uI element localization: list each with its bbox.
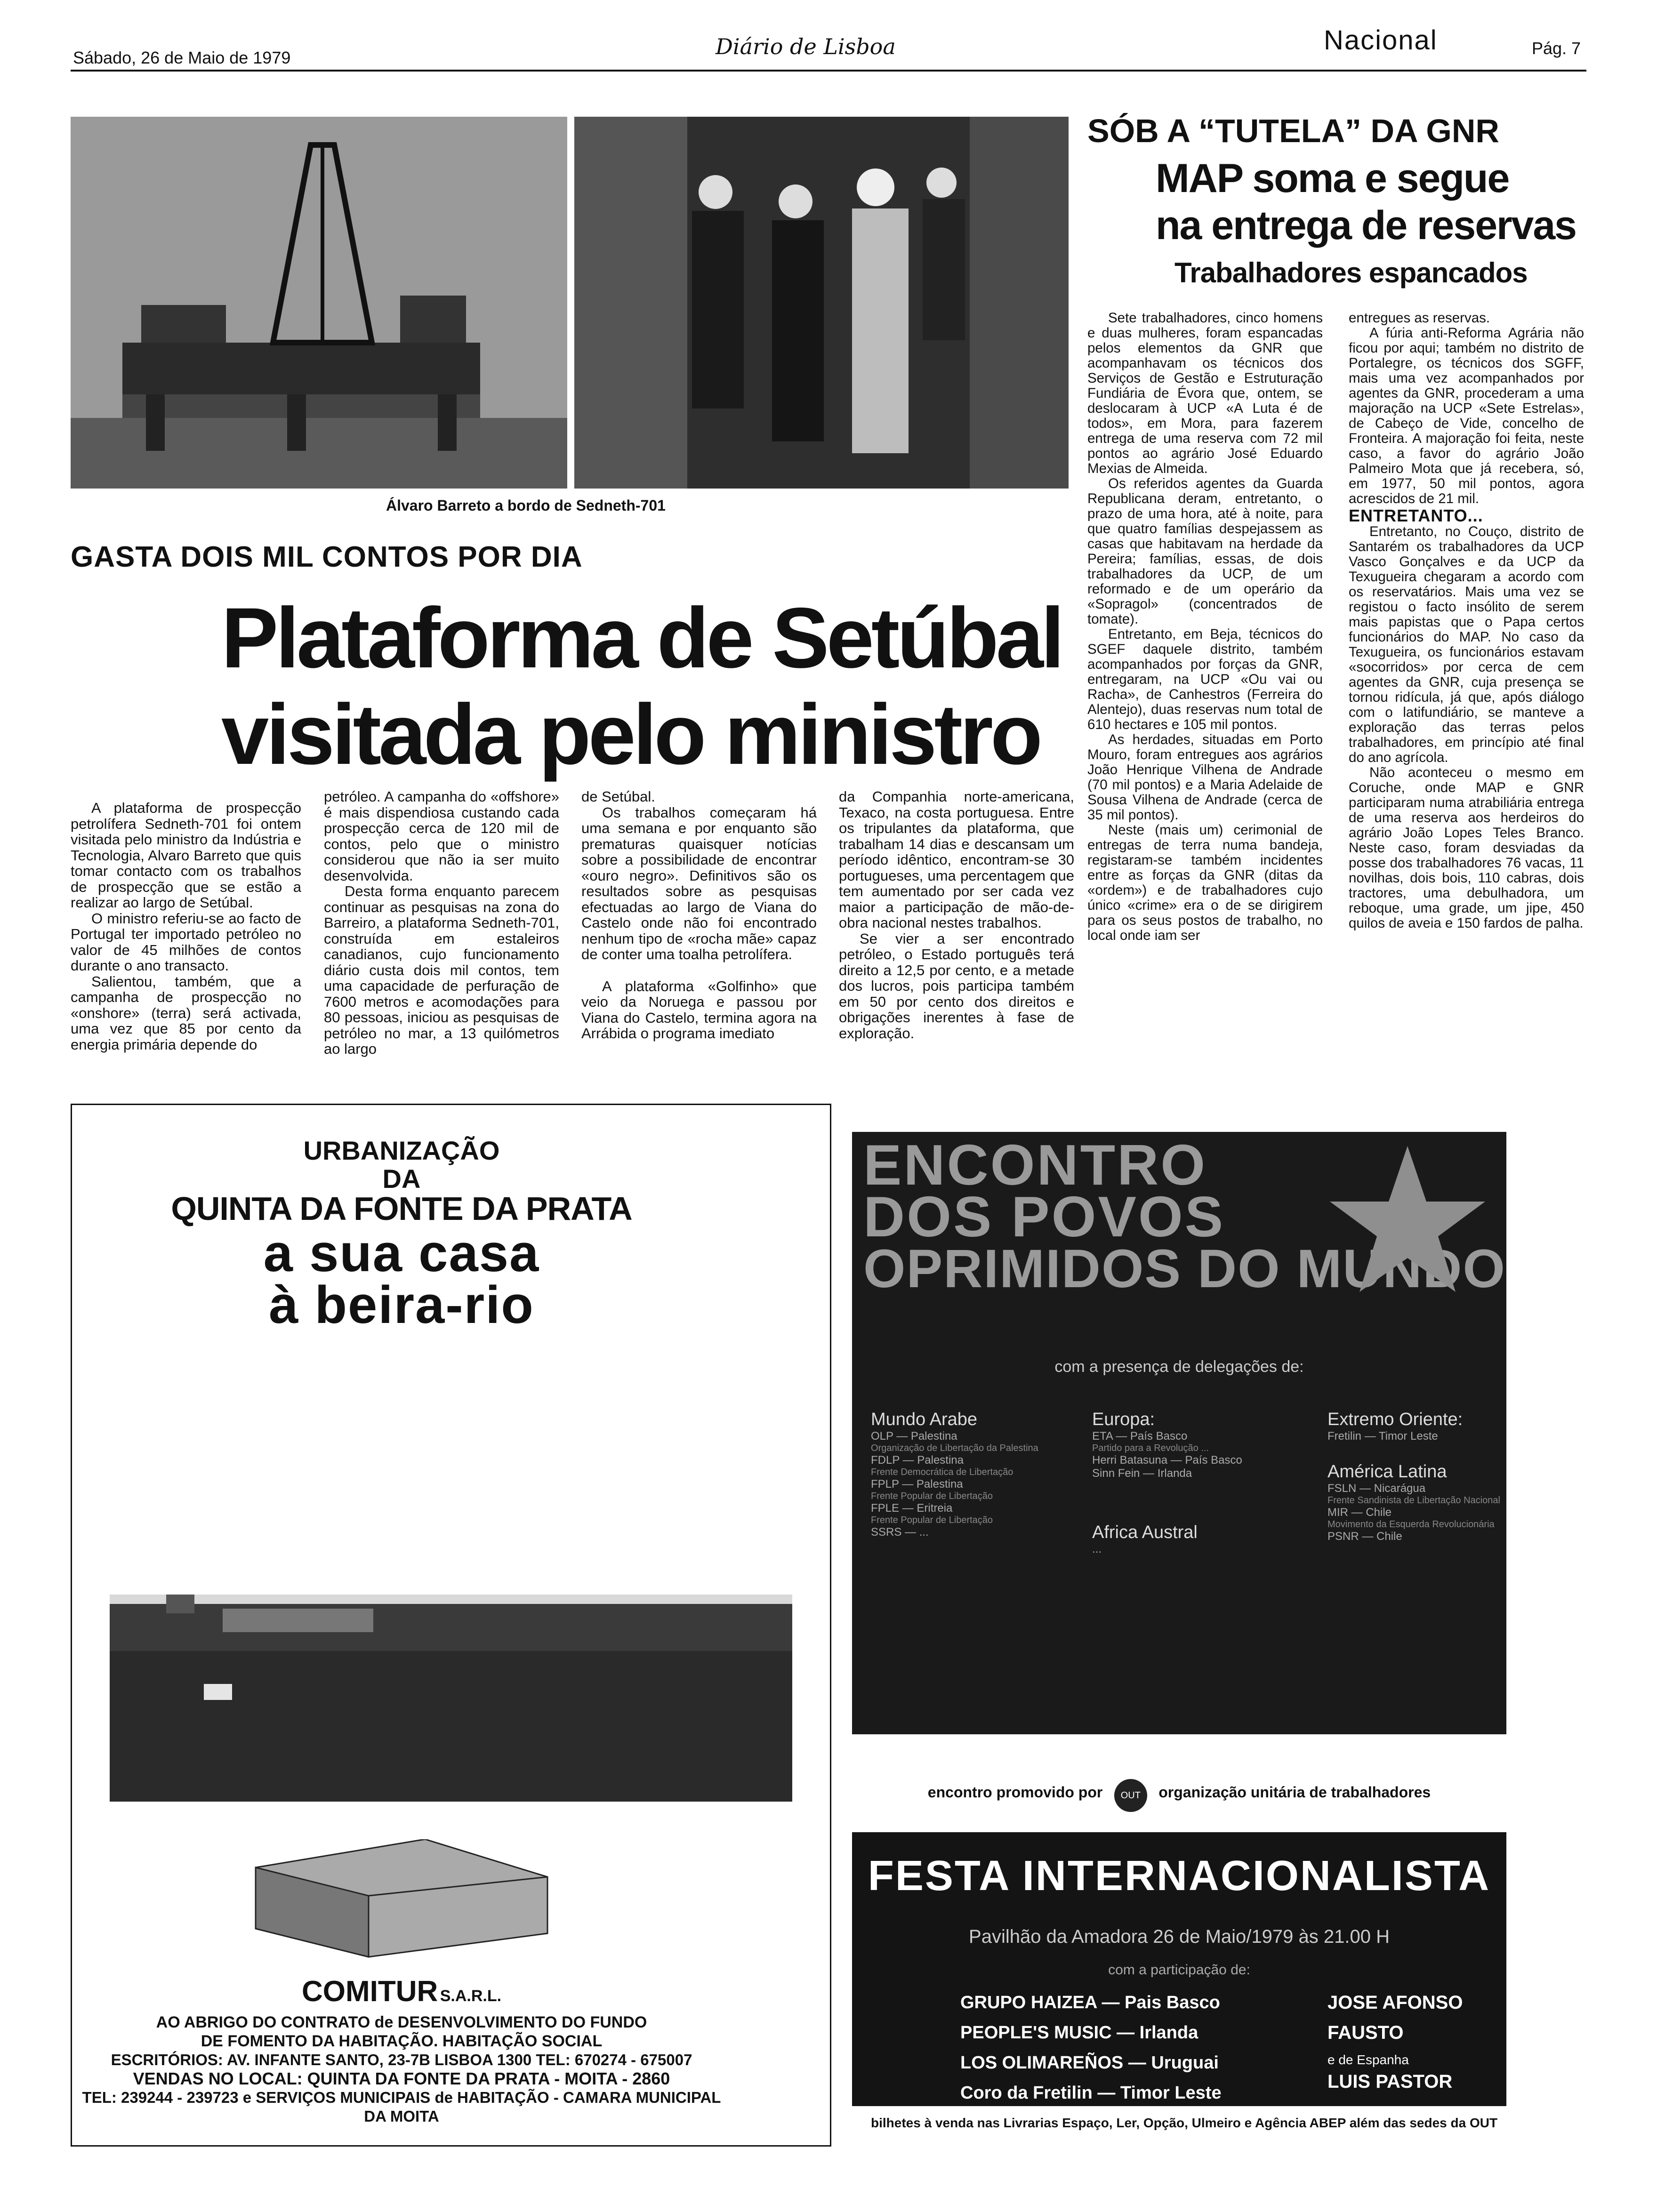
main-title-line1: Plataforma de Setúbal bbox=[221, 590, 1062, 686]
main-column-2 bbox=[324, 789, 559, 1057]
festa-participation: com a participação de: bbox=[1108, 1962, 1250, 1978]
group-item: Movimento da Esquerda Revolucionária bbox=[1327, 1519, 1495, 1530]
ad-line-da: DA bbox=[382, 1164, 421, 1194]
group-item: Frente Sandinista de Libertação Nacional bbox=[1327, 1495, 1500, 1506]
ad-line-urbanizacao: URBANIZAÇÃO bbox=[303, 1136, 500, 1165]
ad-info-4: VENDAS NO LOCAL: QUINTA DA FONTE DA PRATA - MOITA - 2860 bbox=[133, 2069, 670, 2088]
main-column-1 bbox=[71, 800, 301, 1052]
paragraph: A plataforma «Golfinho» que veio da Noruega e passou por Viana do Castelo, termina agora na Arrábida o programa imediato bbox=[581, 978, 817, 1042]
artist: JOSE AFONSO bbox=[1327, 1992, 1463, 2013]
gnr-column-1 bbox=[1087, 311, 1323, 943]
paragraph: A plataforma de prospecção petrolífera Sedneth-701 foi ontem visitada pelo ministro da Indústria e Tecnologia, Alvaro Barreto que quis tomar contacto com os trabalhos de prospecção que se estão a realizar ao largo de Setúbal. bbox=[71, 800, 301, 911]
paragraph: da Companhia norte-americana, Texaco, na costa portuguesa. Entre os tripulantes da plataforma, que trabalham 14 dias e descansam um período idêntico, encontram-se 30 portugueses, uma percentagem que tem aumentado por ser cada vez maior a participação de mão-de-obra nacional nestes trabalhos. bbox=[839, 788, 1074, 931]
ad-info-3: ESCRITÓRIOS: AV. INFANTE SANTO, 23-7B LISBOA 1300 TEL: 670274 - 675007 bbox=[111, 2051, 692, 2068]
gnr-column-2 bbox=[1349, 311, 1584, 931]
group-item: Fretilin — Timor Leste bbox=[1327, 1430, 1438, 1443]
festa-box bbox=[852, 1832, 1506, 2106]
group-europa bbox=[1092, 1410, 1280, 1556]
main-kicker: GASTA DOIS MIL CONTOS POR DIA bbox=[71, 541, 583, 573]
page-number: Pág. 7 bbox=[1532, 39, 1581, 58]
out-logo-text: OUT bbox=[1120, 1790, 1141, 1801]
artist: FAUSTO bbox=[1327, 2022, 1404, 2043]
section-heading: ENTRETANTO... bbox=[1349, 506, 1483, 525]
artist-note: e de Espanha bbox=[1327, 2052, 1409, 2067]
group-item: FSLN — Nicarágua bbox=[1327, 1482, 1426, 1495]
paragraph: Desta forma enquanto parecem continuar as pesquisas na zona do Barreiro, a plataforma Sedneth-701, construída em estaleiros canadianos, cujo funcionamento diário custa dois mil contos, tem uma capacidade de perfuração de 7600 metros e acomodações para 80 pessoas, iniciou as pesquisas de petróleo no mar, a 13 quilómetros ao largo bbox=[324, 883, 559, 1057]
main-title-line2: visitada pelo ministro bbox=[221, 686, 1040, 782]
group-item: Partido para a Revolução ... bbox=[1092, 1443, 1209, 1453]
oil-platform-illustration bbox=[71, 117, 567, 489]
ad-line-quinta: QUINTA DA FONTE DA PRATA bbox=[171, 1190, 632, 1227]
group-name: Africa Austral bbox=[1092, 1523, 1198, 1542]
comitur-ad bbox=[71, 1104, 831, 2147]
group-item: FPLE — Eritreia bbox=[871, 1502, 953, 1515]
paragraph: entregues as reservas. bbox=[1349, 310, 1490, 326]
festa-venue: Pavilhão da Amadora 26 de Maio/1979 às 21.00 H bbox=[969, 1926, 1390, 1947]
group-item: Frente Popular de Libertação bbox=[871, 1515, 993, 1525]
ad-info-1: AO ABRIGO DO CONTRATO de DESENVOLVIMENTO DO FUNDO bbox=[156, 2013, 647, 2031]
ad-slogan-1: a sua casa bbox=[263, 1224, 540, 1282]
ad-company bbox=[72, 1975, 731, 2008]
paragraph: de Setúbal. bbox=[581, 788, 655, 805]
paragraph: O ministro referiu-se ao facto de Portugal ter importado petróleo no valor de 45 milhões de contos durante o ano transacto. bbox=[71, 910, 301, 974]
artist: Coro da Fretilin — Timor Leste bbox=[960, 2083, 1222, 2103]
minister-visit-photo bbox=[574, 117, 1069, 489]
festa-title: FESTA INTERNACIONALISTA bbox=[868, 1852, 1491, 1899]
group-item: SSRS — ... bbox=[871, 1526, 929, 1539]
riverside-town-photo bbox=[110, 1595, 792, 1802]
paragraph: Os trabalhos começaram há uma semana e por enquanto são prematuras quaisquer notícias sobre a possibilidade de encontrar «ouro negro». Definitivos são os resultados sobre as pesquisas efectuadas ao largo de Viana do Castelo onde não foi encontrado nenhum tipo de «rocha mãe» capaz de conter uma toalha petrolífera. bbox=[581, 804, 817, 962]
section-name: Nacional bbox=[1324, 25, 1438, 56]
group-item: ... bbox=[1092, 1543, 1102, 1555]
gnr-title-line1: MAP soma e segue bbox=[1156, 156, 1509, 201]
group-item: Frente Popular de Libertação bbox=[871, 1491, 993, 1501]
group-item: Sinn Fein — Irlanda bbox=[1092, 1467, 1192, 1480]
group-item: PSNR — Chile bbox=[1327, 1530, 1402, 1543]
group-name: Europa: bbox=[1092, 1410, 1155, 1429]
paragraph: Não aconteceu o mesmo em Coruche, onde MAP e GNR participaram numa atrabiliária entrega de uma reserva aos herdeiros do agrário João Lopes Teles Branco. Neste caso, foram desviadas da posse dos trabalhadores 76 vacas, 11 novilhas, dois bois, 110 cabras, dois tractores, uma debulhadora, um reboque, uma grade, um jipe, 450 quilos de aveia e 150 fardos de palha. bbox=[1349, 765, 1584, 931]
paragraph: petróleo. A campanha do «offshore» é mais dispendiosa custando cada prospecção cerca de 120 mil de contos, pelo que o ministro considerou que não ia ser muito desenvolvida. bbox=[324, 788, 559, 884]
gnr-title-line2: na entrega de reservas bbox=[1156, 203, 1576, 248]
group-item: Frente Democrática de Libertação bbox=[871, 1467, 1014, 1477]
artist: PEOPLE'S MUSIC — Irlanda bbox=[960, 2023, 1199, 2043]
encontro-ad bbox=[852, 1104, 1586, 2144]
company-name: COMITUR bbox=[301, 1975, 438, 2008]
page-date: Sábado, 26 de Maio de 1979 bbox=[73, 48, 291, 67]
ad-info-5: TEL: 239244 - 239723 e SERVIÇOS MUNICIPAIS de HABITAÇÃO - CAMARA MUNICIPAL bbox=[82, 2089, 721, 2106]
photo-caption: Álvaro Barreto a bordo de Sedneth-701 bbox=[386, 497, 666, 514]
encontro-title-1: ENCONTRO bbox=[863, 1133, 1207, 1197]
artist: LOS OLIMAREÑOS — Uruguai bbox=[960, 2053, 1219, 2073]
artist: LUIS PASTOR bbox=[1327, 2071, 1453, 2092]
presence-text: com a presença de delegações de: bbox=[1054, 1358, 1304, 1376]
star-icon bbox=[1327, 1146, 1488, 1297]
main-column-3 bbox=[581, 789, 817, 1042]
ad-info-6: DA MOITA bbox=[364, 2108, 439, 2125]
gnr-subtitle: Trabalhadores espancados bbox=[1174, 257, 1528, 289]
group-mundo-arabe bbox=[871, 1410, 1087, 1539]
paragraph: Entretanto, em Beja, técnicos do SGEF daquele distrito, também acompanhados por forças da GNR, entregaram, na UCP «Ou vai ou Racha», de Canhestros (Ferreira do Alentejo), duas reservas num total de 610 hectares e 105 mil pontos. bbox=[1087, 626, 1323, 732]
encontro-banner bbox=[852, 1132, 1506, 1734]
group-item: OLP — Palestina bbox=[871, 1430, 957, 1443]
masthead: Diário de Lisboa bbox=[716, 34, 896, 59]
out-logo bbox=[1114, 1779, 1147, 1812]
ad-slogan-2: à beira-rio bbox=[269, 1275, 534, 1334]
oil-platform-photo bbox=[71, 117, 567, 489]
encontro-title-3: OPRIMIDOS DO MUNDO bbox=[863, 1239, 1506, 1299]
group-item: FPLP — Palestina bbox=[871, 1478, 963, 1491]
group-name: Extremo Oriente: bbox=[1327, 1410, 1463, 1429]
paragraph: Entretanto, no Couço, distrito de Santarém os trabalhadores da UCP Vasco Gonçalves e da UCP da Texugueira chegaram a acordo com os reservatários. Mais uma vez se registou o facto insólito de serem mais papistas que o Papa certos funcionários do MAP. No caso da Texugueira, os funcionários estavam «socorridos» por cerca de cem agentes da GNR, cuja presença se tornou ridícula, já que, após diálogo com o latifundiário, se manteve a exploração das terras pelos trabalhadores, em princípio até final do ano agrícola. bbox=[1349, 524, 1584, 765]
workers-illustration bbox=[574, 117, 1069, 489]
main-column-4 bbox=[839, 789, 1074, 1041]
promoted-row bbox=[852, 1779, 1506, 1812]
paragraph: Sete trabalhadores, cinco homens e duas mulheres, foram espancadas pelos elementos da GNR que acompanhavam os técnicos dos Serviços de Gestão e Estruturação Fundiária de Évora que, ontem, se deslocaram à UCP «A Luta é de todos», em Mora, para fazerem entrega de uma reserva com 72 mil pontos ao agrário José Eduardo Mexias de Almeida. bbox=[1087, 310, 1323, 476]
paragraph: A fúria anti-Reforma Agrária não ficou por aqui; também no distrito de Portalegre, os técnicos dos SGFF, mais uma vez acompanhados por agentes da GNR, procederam a uma majoração na UCP «Sete Estrelas», de Cabeço de Vide, concelho de Fronteira. A majoração foi feita, neste caso, a favor do agrário João Palmeiro Mota que já recebera, só, em 1977, 50 mil pontos, agora acrescidos de 21 mil. bbox=[1349, 325, 1584, 506]
company-suffix: S.A.R.L. bbox=[440, 1987, 502, 2005]
group-name: Mundo Arabe bbox=[871, 1410, 978, 1429]
promoted-by: encontro promovido por bbox=[927, 1784, 1103, 1801]
gnr-kicker: SÓB A “TUTELA” DA GNR bbox=[1087, 112, 1499, 149]
paragraph: Neste (mais um) cerimonial de entregas de terra numa bandeja, registaram-se também incidentes entre as forças da GNR (ditas da «ordem») e de trabalhadores cujo único «crime» era o de se dirigirem para os seus postos de trabalho, no local onde iam ser bbox=[1087, 822, 1323, 943]
group-item: FDLP — Palestina bbox=[871, 1454, 964, 1467]
organizer: organização unitária de trabalhadores bbox=[1158, 1784, 1431, 1801]
building-drawing bbox=[227, 1839, 557, 1962]
paragraph: As herdades, situadas em Porto Mouro, foram entregues aos agrários João Henrique Vilhena de Andrade (70 mil pontos) e a Maria Adelaide de Sousa Vilhena de Andrade (cerca de 35 mil pontos). bbox=[1087, 732, 1323, 823]
paragraph: Se vier a ser encontrado petróleo, o Estado português terá direito a 12,5 por cento, e a metade dos lucros, pois participa também em 50 por cento dos direitos e obrigações inerentes à fase de exploração. bbox=[839, 930, 1074, 1042]
paragraph: Os referidos agentes da Guarda Republicana deram, entretanto, o prazo de uma hora, até à noite, para que quatro famílias despejassem as casas que habitavam na herdade da Pereira; famílias, essas, de dois trabalhadores da UCP, de um reformado e de um operário da «Sopragol» (concentrados de tomate). bbox=[1087, 476, 1323, 627]
header-rule bbox=[71, 70, 1586, 72]
group-name: América Latina bbox=[1327, 1462, 1447, 1482]
group-item: Organização de Libertação da Palestina bbox=[871, 1443, 1038, 1453]
tickets-line: bilhetes à venda nas Livrarias Espaço, Ler, Opção, Ulmeiro e Agência ABEP além das sedes da OUT bbox=[871, 2116, 1498, 2130]
artists-left bbox=[960, 1988, 1222, 2108]
group-item: Herri Batasuna — País Basco bbox=[1092, 1454, 1242, 1467]
paragraph: Salientou, também, que a campanha de prospecção no «onshore» (terra) será activada, uma vez que 85 por cento da energia primária depende do bbox=[71, 973, 301, 1053]
group-item: ETA — País Basco bbox=[1092, 1430, 1188, 1443]
encontro-title-2: DOS POVOS bbox=[863, 1185, 1225, 1249]
group-oriente-america bbox=[1327, 1410, 1502, 1543]
ad-info-2: DE FOMENTO DA HABITAÇÃO. HABITAÇÃO SOCIAL bbox=[201, 2032, 603, 2050]
artists-right bbox=[1327, 1988, 1463, 2091]
group-item: MIR — Chile bbox=[1327, 1506, 1392, 1519]
artist: GRUPO HAIZEA — Pais Basco bbox=[960, 1993, 1220, 2012]
